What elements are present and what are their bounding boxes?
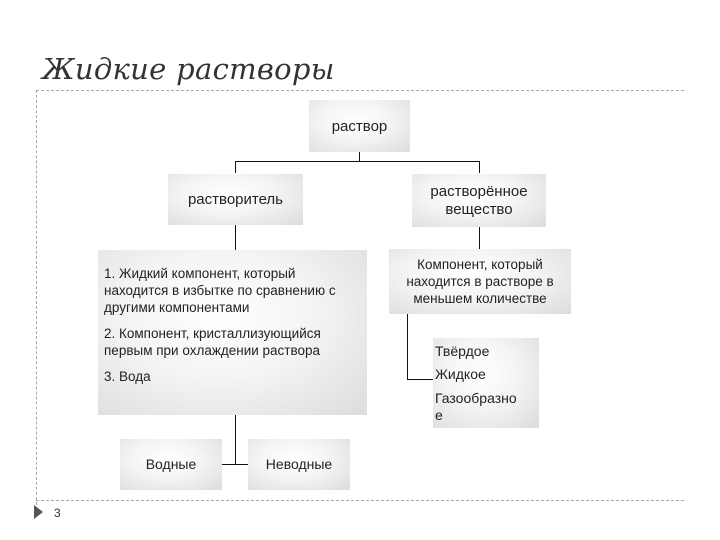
solvent-desc-connector (235, 225, 236, 250)
solute-definition-box (389, 249, 571, 314)
branch-line (235, 161, 480, 162)
solvent-node (168, 174, 303, 225)
types-cross-line (222, 464, 248, 465)
solute-node (412, 174, 546, 227)
aqueous-node (120, 439, 222, 490)
solvent-definition-1: 1. Жидкий компонент, который находится в избытке по сравнению с другими компонентами (104, 266, 336, 315)
nonaqueous-label: Неводные (265, 456, 333, 472)
root-node (309, 100, 410, 152)
solute-desc-connector (479, 227, 480, 249)
solvent-label: растворитель (187, 191, 284, 208)
states-connector-vertical (407, 314, 408, 380)
solvent-definition-2: 2. Компонент, кристаллизующийся первым при охлаждении раствора (104, 326, 321, 358)
types-connector (235, 415, 236, 465)
state-liquid: Жидкое (435, 366, 486, 382)
solvent-connector-line (235, 161, 236, 173)
nonaqueous-node (248, 439, 350, 490)
left-border (36, 90, 37, 510)
slide-title: Жидкие растворы (42, 52, 335, 86)
solvent-definition-3: 3. Вода (104, 369, 151, 384)
footer-divider (36, 500, 684, 501)
state-gas: Газообразно е (435, 390, 517, 423)
page-number: 3 (54, 506, 61, 520)
solvent-definitions-box (98, 250, 367, 415)
solute-definition: Компонент, который находится в растворе в меньшем количестве (406, 257, 554, 306)
states-connector-horizontal (407, 379, 434, 380)
solute-label: растворённое вещество (430, 182, 528, 218)
solute-states-box (433, 338, 539, 428)
root-label: раствор (331, 117, 388, 135)
triangle-bullet-icon (34, 505, 43, 519)
title-divider (36, 90, 684, 91)
solute-connector-line (479, 161, 480, 173)
state-solid: Твёрдое (435, 343, 490, 359)
aqueous-label: Водные (145, 456, 197, 472)
